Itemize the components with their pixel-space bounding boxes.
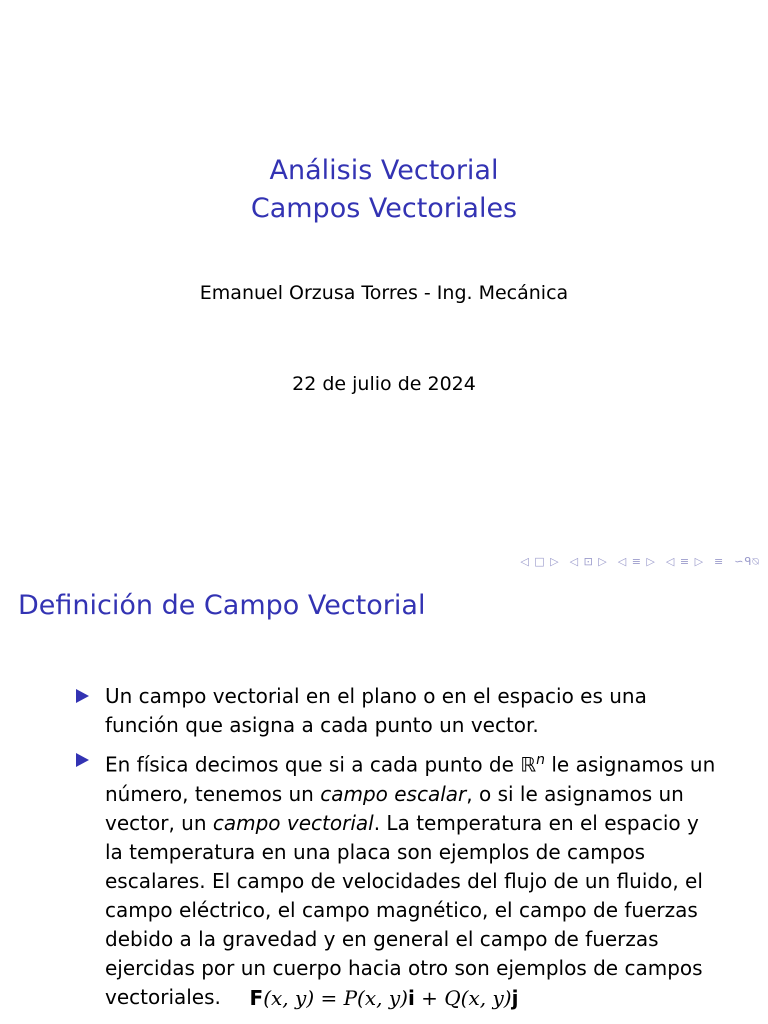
formula-j: j xyxy=(511,986,519,1010)
formula-F: F xyxy=(249,986,264,1010)
emph-vector-field: campo vectorial xyxy=(212,810,374,835)
formula-mid: (x, y) = P(x, y) xyxy=(263,986,408,1010)
formula-i: i xyxy=(407,986,415,1010)
navigation-bar xyxy=(520,555,760,569)
nav-subsection-icon[interactable]: ◁ ⊡ ▷ xyxy=(569,555,608,568)
list-item xyxy=(76,682,716,740)
nav-subsection-list-icon[interactable]: ◁ ≡ ▷ xyxy=(665,555,705,568)
frame-title: Definición de Campo Vectorial xyxy=(18,590,426,621)
title-block xyxy=(0,152,768,228)
slide-subtitle: Campos Vectoriales xyxy=(250,193,518,224)
emph-scalar-field: campo escalar xyxy=(320,781,467,806)
list-item xyxy=(76,746,716,1012)
nav-section-icon[interactable]: ◁ ≡ ▷ xyxy=(617,555,656,568)
slide-title: Análisis Vectorial xyxy=(269,155,499,186)
bullet-list xyxy=(76,682,716,1018)
bullet-text-a: En física decimos que si a cada punto de ℝ xyxy=(105,752,537,777)
bullet-text-b: le asignamos un número, tenemos un xyxy=(105,752,716,806)
formula-plus: + Q(x, y) xyxy=(414,986,512,1010)
author: Emanuel Orzusa Torres - Ing. Mecánica xyxy=(199,282,569,304)
triangle-bullet-icon xyxy=(76,689,89,703)
bullet-text: Un campo vectorial en el plano o en el espacio es una función que asigna a cada punto un vector. xyxy=(105,684,647,737)
nav-frame-icon[interactable]: ◁ □ ▷ xyxy=(520,555,560,568)
bullet-text-d: . La temperatura en el espacio y la temperatura en una placa son ejemplos de campos escalares. El campo de velocidades del flujo de un fluido, el campo eléctrico, el campo magnético, el campo de fuerzas debido a la gravedad y en general el campo de fuerzas ejercidas por un cuerpo hacia otro son ejemplos de campos vectoriales. xyxy=(105,810,703,1009)
content-slide xyxy=(0,576,768,1024)
date: 22 de julio de 2024 xyxy=(292,373,476,395)
bullet-text-c: , o si le asignamos un vector, un xyxy=(105,781,684,835)
formula xyxy=(0,986,768,1010)
nav-search-icon[interactable]: ∽ᑫ⍉ xyxy=(734,555,760,568)
superscript-n: n xyxy=(536,752,545,768)
triangle-bullet-icon xyxy=(76,753,89,767)
nav-menu-icon[interactable]: ≡ xyxy=(714,555,725,568)
